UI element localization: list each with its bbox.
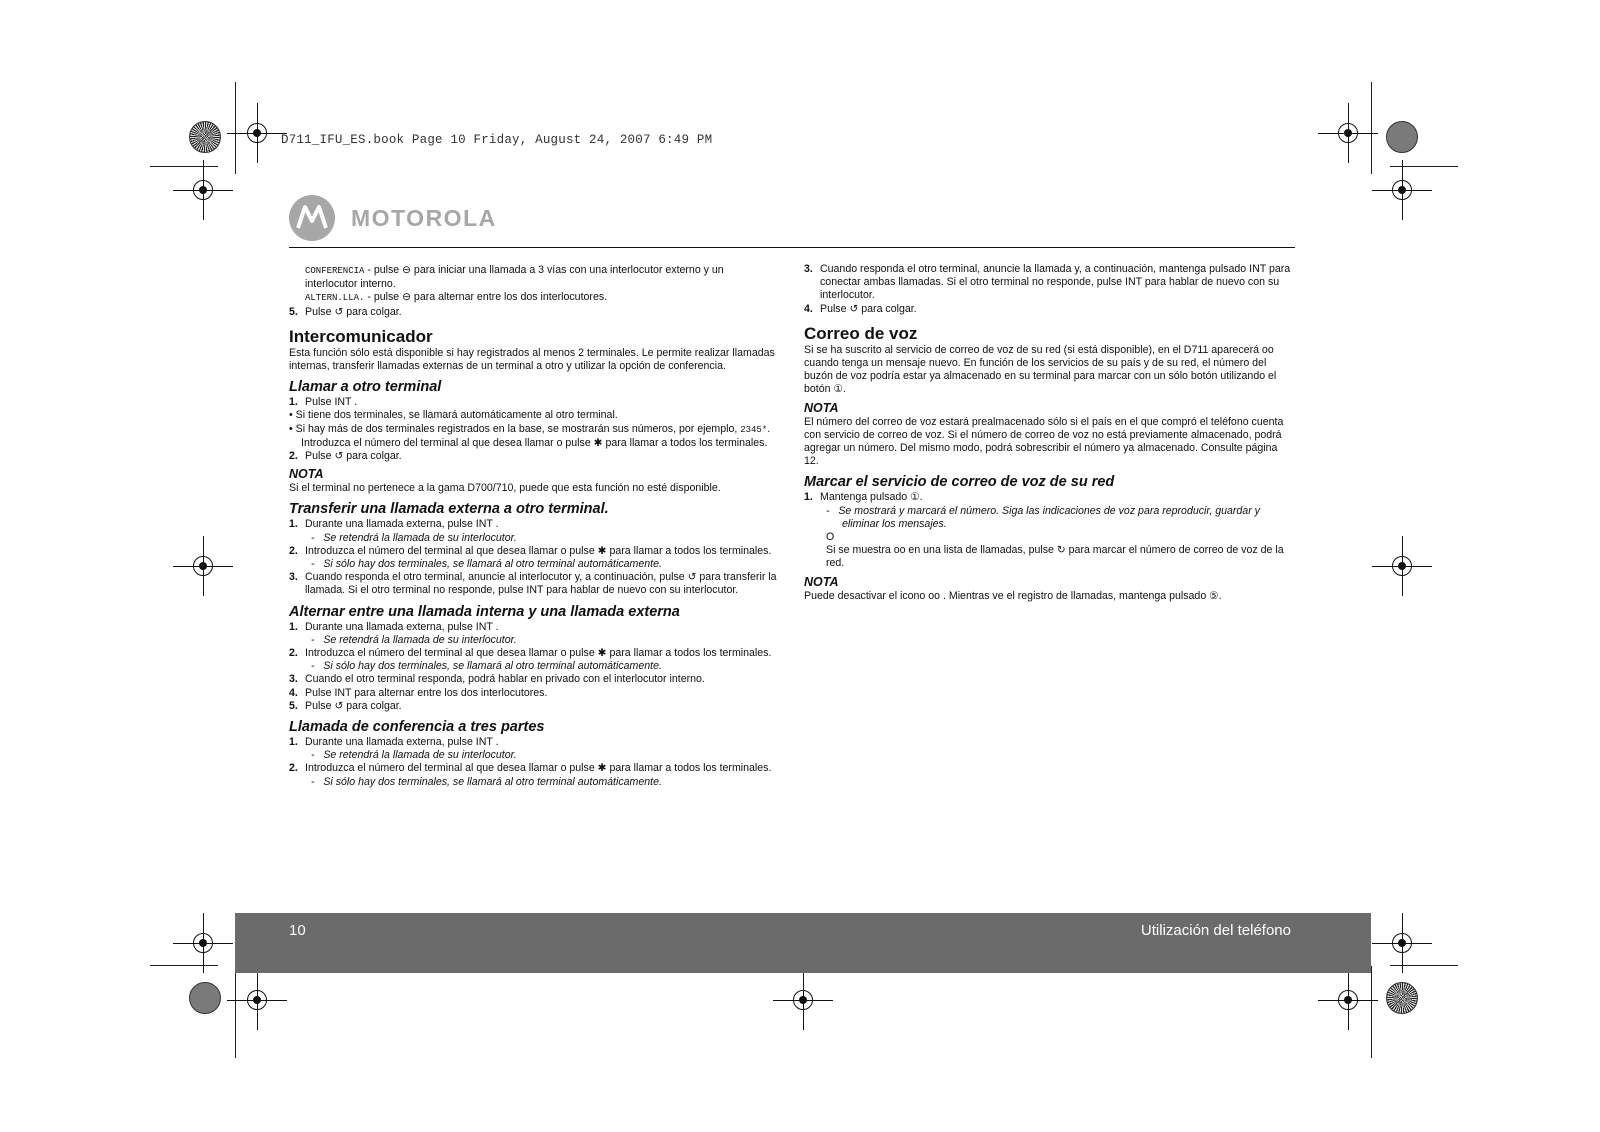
note-text: El número del correo de voz estará prealmacenado sólo si el país en el que compró el teléfono cuenta con servicio de correo de voz. Si el número de correo de voz no está previamente almacenado, podrá agregar un número. Del mismo modo, podrá sobrescribir el número ya almacenado. Consulte página 12. bbox=[804, 415, 1284, 468]
sub-item: - Se retendrá la llamada de su interlocutor. bbox=[311, 633, 517, 646]
or-text: O bbox=[826, 531, 835, 544]
list-item: 2. Introduzca el número del terminal al que desea llamar o pulse ✱ para llamar a todos los terminales. bbox=[289, 647, 772, 660]
body-text: Introduzca el número del terminal al que desea llamar o pulse ✱ para llamar a todos los terminales. bbox=[305, 544, 772, 557]
body-text: Si sólo hay dos terminales, se llamará al otro terminal automáticamente. bbox=[323, 660, 662, 673]
crop-line bbox=[150, 965, 218, 966]
body-text: Pulse ↺ para colgar. bbox=[305, 699, 402, 712]
body-text: Si sólo hay dos terminales, se llamará al otro terminal automáticamente. bbox=[323, 558, 662, 571]
conferencia-option bbox=[289, 264, 779, 291]
bullet-item: • Si hay más de dos terminales registrados en la base, se mostrarán sus números, por ejemplo, 2345*. Introduzca el número del terminal al que desea llamar o pulse ✱ para llamar a todos los terminales. bbox=[289, 422, 771, 449]
crop-line bbox=[235, 82, 236, 174]
right-column bbox=[804, 263, 1294, 603]
sub-item: - Se mostrará y marcará el número. Siga las indicaciones de voz para reproducir, guardar y eliminar los mensajes. bbox=[826, 504, 1260, 530]
left-column bbox=[289, 264, 779, 789]
menu-label: ALTERN.LLA. bbox=[305, 293, 365, 304]
section-title: Utilización del teléfono bbox=[1140, 922, 1291, 939]
list-item: 4. Pulse ↺ para colgar. bbox=[804, 302, 917, 315]
section-heading: Intercomunicador bbox=[289, 326, 433, 346]
list-item: 3. Cuando responda el otro terminal, anuncie la llamada y, a continuación, mantenga pulsado INT para conectar ambas llamadas. Si el otro terminal no responde, pulse INT para hablar de nuevo con su interlocutor. bbox=[804, 263, 1291, 302]
altern-option bbox=[289, 291, 779, 305]
note-heading: NOTA bbox=[804, 574, 839, 589]
subsection-heading: Llamada de conferencia a tres partes bbox=[289, 719, 545, 736]
body-text: Introduzca el número del terminal al que desea llamar o pulse ✱ para llamar a todos los terminales. bbox=[305, 647, 772, 660]
body-text: Cuando el otro terminal responda, podrá hablar en privado con el interlocutor interno. bbox=[305, 673, 705, 686]
example-code: 2345* bbox=[740, 424, 768, 435]
page-number: 10 bbox=[289, 922, 306, 939]
body-text: Pulse INT para alternar entre los dos interlocutores. bbox=[305, 686, 548, 699]
body-text: Se retendrá la llamada de su interlocutor. bbox=[323, 633, 517, 646]
list-item: 1. Mantenga pulsado ①. bbox=[804, 491, 923, 504]
list-item: 2. Introduzca el número del terminal al que desea llamar o pulse ✱ para llamar a todos los terminales. bbox=[289, 762, 772, 775]
body-text: Cuando responda el otro terminal, anuncie al interlocutor y, a continuación, pulse ↺ para transferir la llamada. Si el otro terminal no responde, pulse INT para hablar de nuevo con su interlocutor. bbox=[305, 571, 777, 597]
sub-item: - Se retendrá la llamada de su interlocutor. bbox=[311, 531, 517, 544]
section-heading: Correo de voz bbox=[804, 323, 918, 343]
registration-disc-icon bbox=[189, 982, 221, 1014]
step-number: 5. bbox=[289, 305, 298, 318]
registration-disc-icon bbox=[189, 121, 221, 153]
list-item: 1. Durante una llamada externa, pulse INT . bbox=[289, 620, 499, 633]
header-rule bbox=[289, 247, 1295, 248]
list-item: 2. Pulse ↺ para colgar. bbox=[289, 450, 402, 463]
note-text: Si el terminal no pertenece a la gama D700/710, puede que esta función no esté disponible. bbox=[289, 482, 721, 495]
list-item: 2. Introduzca el número del terminal al que desea llamar o pulse ✱ para llamar a todos los terminales. bbox=[289, 544, 772, 557]
menu-label: CONFERENCIA bbox=[305, 266, 365, 276]
file-header: D711_IFU_ES.book Page 10 Friday, August 24, 2007 6:49 PM bbox=[281, 133, 713, 147]
body-text: Pulse ↺ para colgar. bbox=[305, 305, 402, 318]
motorola-batwing-icon bbox=[289, 195, 335, 241]
body-text: Pulse ↺ para colgar. bbox=[820, 302, 917, 315]
brand-name: MOTOROLA bbox=[351, 204, 497, 231]
note-text: Puede desactivar el icono oo . Mientras ve el registro de llamadas, mantenga pulsado ⑤. bbox=[804, 589, 1222, 602]
note-heading: NOTA bbox=[289, 467, 324, 482]
body-text: Pulse INT . bbox=[305, 396, 358, 409]
body-text: Pulse ↺ para colgar. bbox=[305, 450, 402, 463]
crop-line bbox=[1390, 166, 1458, 167]
sub-item: - Si sólo hay dos terminales, se llamará al otro terminal automáticamente. bbox=[311, 558, 662, 571]
sub-item: - Si sólo hay dos terminales, se llamará al otro terminal automáticamente. bbox=[311, 660, 662, 673]
list-item: 5. Pulse ↺ para colgar. bbox=[289, 699, 402, 712]
subsection-heading: Alternar entre una llamada interna y una llamada externa bbox=[289, 603, 680, 620]
subsection-heading: Marcar el servicio de correo de voz de su red bbox=[804, 474, 1115, 491]
sub-item: - Se retendrá la llamada de su interlocutor. bbox=[311, 749, 517, 762]
body-paragraph: Esta función sólo está disponible si hay registrados al menos 2 terminales. Le permite realizar llamadas internas, transferir llamadas externas de un terminal a otro y utilizar la opción de conferencia. bbox=[289, 346, 775, 373]
sub-item: - Si sólo hay dos terminales, se llamará al otro terminal automáticamente. bbox=[311, 775, 662, 788]
body-text: Introduzca el número del terminal al que desea llamar o pulse ✱ para llamar a todos los terminales. bbox=[305, 762, 772, 775]
list-item: 3. Cuando el otro terminal responda, podrá hablar en privado con el interlocutor interno. bbox=[289, 673, 705, 686]
body-text: Se retendrá la llamada de su interlocutor. bbox=[323, 749, 517, 762]
crop-line bbox=[1371, 82, 1372, 174]
list-item: 3. Cuando responda el otro terminal, anuncie al interlocutor y, a continuación, pulse ↺ para transferir la llamada. Si el otro terminal no responde, pulse INT para hablar de nuevo con su interlocutor. bbox=[289, 571, 777, 597]
body-text: Cuando responda el otro terminal, anuncie la llamada y, a continuación, mantenga pulsado INT para conectar ambas llamadas. Si el otro terminal no responde, pulse INT para hablar de nuevo con su interlocutor. bbox=[820, 263, 1291, 302]
subsection-heading: Transferir una llamada externa a otro terminal. bbox=[289, 501, 609, 518]
motorola-logo bbox=[289, 193, 497, 243]
body-paragraph: Si se muestra oo en una lista de llamadas, pulse ↻ para marcar el número de correo de voz de la red. bbox=[826, 544, 1284, 570]
body-text: Se mostrará y marcará el número. Siga las indicaciones de voz para reproducir, guardar y eliminar los mensajes. bbox=[838, 504, 1260, 530]
crop-line bbox=[235, 966, 236, 1058]
body-text: - pulse ⊖ para alternar entre los dos interlocutores. bbox=[364, 291, 608, 304]
list-item: 1. Durante una llamada externa, pulse INT . bbox=[289, 736, 499, 749]
note-heading: NOTA bbox=[804, 400, 839, 415]
footer-bar bbox=[235, 913, 1371, 973]
crop-line bbox=[1371, 966, 1372, 1058]
body-text: Mantenga pulsado ①. bbox=[820, 491, 923, 504]
body-text: Si hay más de dos terminales registrados en la base, se mostrarán sus números, por ejemplo, bbox=[295, 422, 741, 435]
list-item: 4. Pulse INT para alternar entre los dos interlocutores. bbox=[289, 686, 548, 699]
body-text: Durante una llamada externa, pulse INT . bbox=[305, 518, 499, 531]
crop-line bbox=[1390, 965, 1458, 966]
registration-disc-icon bbox=[1386, 121, 1418, 153]
body-text: Durante una llamada externa, pulse INT . bbox=[305, 736, 499, 749]
list-item: 1. Pulse INT . bbox=[289, 396, 358, 409]
registration-disc-icon bbox=[1386, 982, 1418, 1014]
body-text: Si sólo hay dos terminales, se llamará al otro terminal automáticamente. bbox=[323, 775, 662, 788]
body-text: . Introduzca el número del terminal al que desea llamar o pulse ✱ para llamar a todos los terminales. bbox=[301, 422, 771, 449]
bullet-item: • Si tiene dos terminales, se llamará automáticamente al otro terminal. bbox=[289, 409, 618, 422]
body-text: Si tiene dos terminales, se llamará automáticamente al otro terminal. bbox=[295, 409, 618, 422]
body-text: - pulse ⊖ para iniciar una llamada a 3 vías con una interlocutor externo y un interlocutor interno. bbox=[305, 264, 724, 291]
body-text: Durante una llamada externa, pulse INT . bbox=[305, 620, 499, 633]
list-item: 1. Durante una llamada externa, pulse INT . bbox=[289, 518, 499, 531]
crop-line bbox=[150, 166, 218, 167]
body-text: Se retendrá la llamada de su interlocutor. bbox=[323, 531, 517, 544]
body-paragraph: Si se ha suscrito al servicio de correo de voz de su red (si está disponible), en el D711 aparecerá oo cuando tenga un mensaje nuevo. En función de los servicios de su país y de su red, el número del buzón de voz podría estar ya almacenado en su terminal para marcar con un sólo botón utilizando el botón ①. bbox=[804, 343, 1277, 396]
subsection-heading: Llamar a otro terminal bbox=[289, 379, 442, 396]
list-item bbox=[289, 306, 779, 319]
